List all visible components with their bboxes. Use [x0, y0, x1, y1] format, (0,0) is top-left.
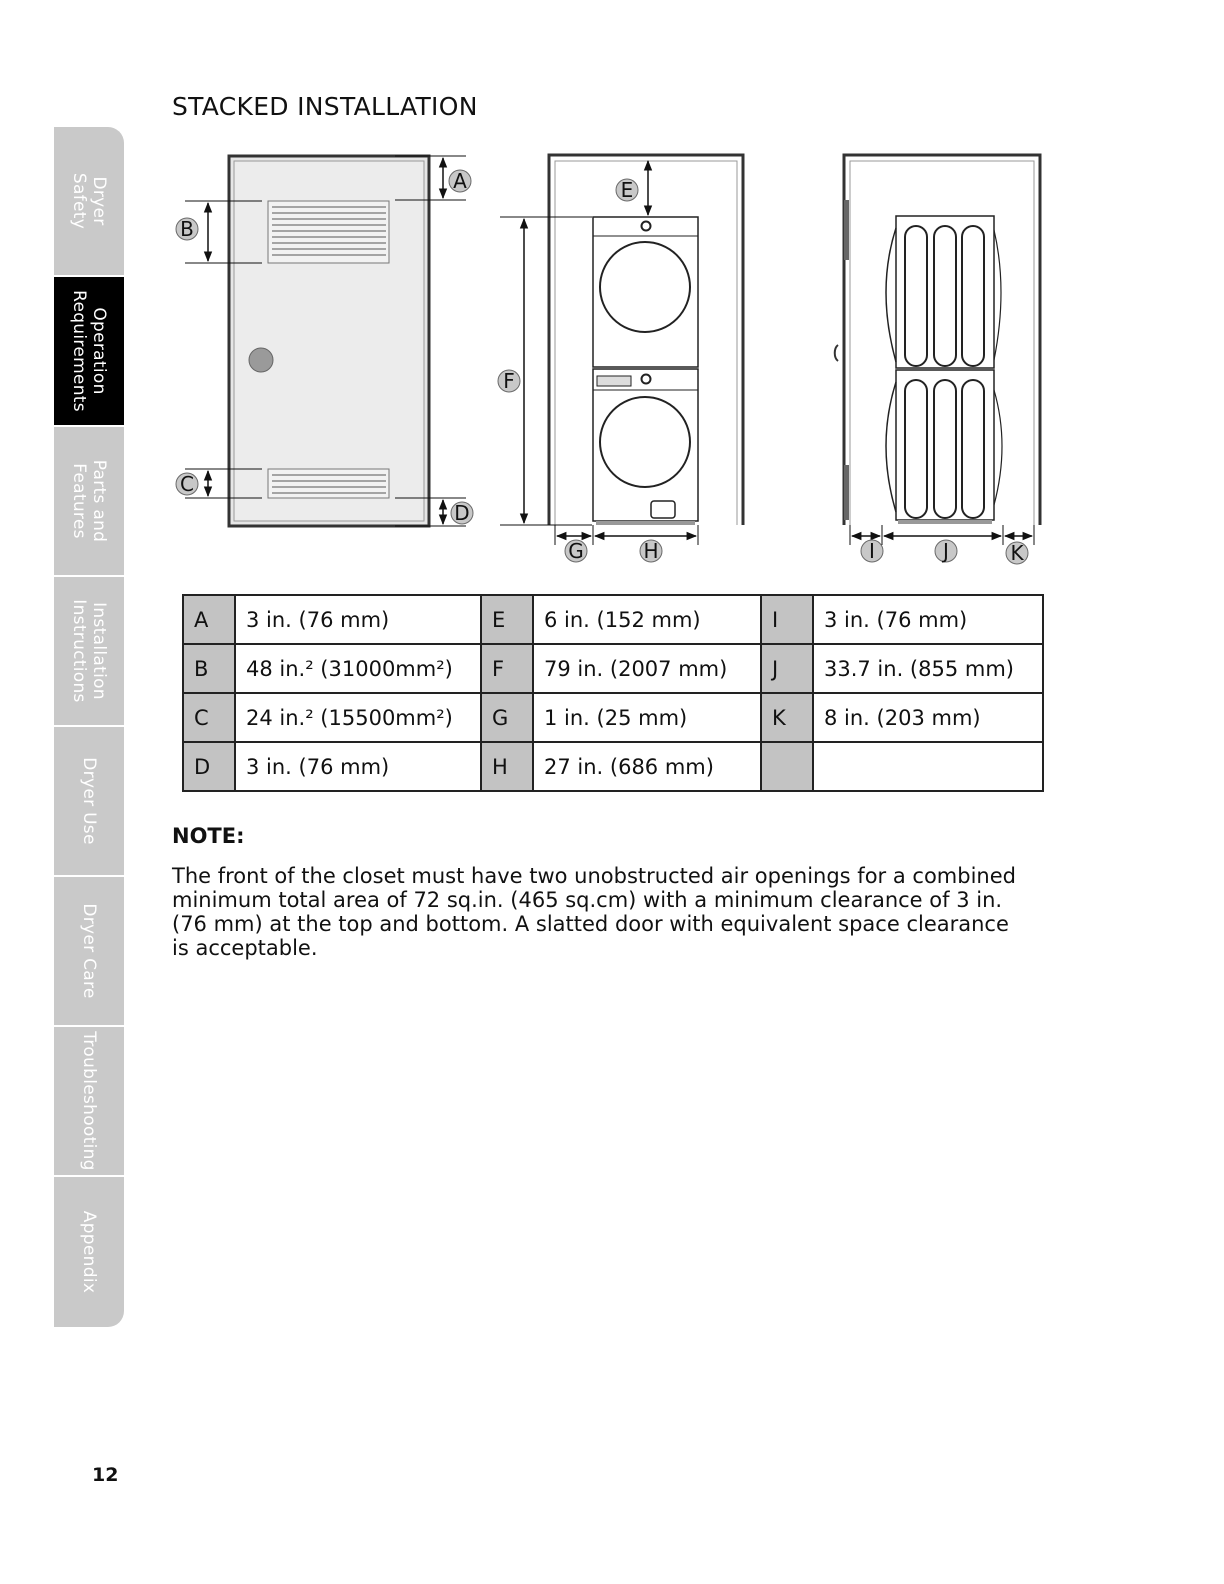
dimension-value: 3 in. (76 mm): [813, 595, 1043, 644]
callout-d: [451, 501, 473, 525]
svg-text:H: H: [643, 539, 659, 563]
table-row: [183, 693, 1043, 742]
tab-label: Operation Requirements: [69, 290, 109, 412]
callout-b: [176, 217, 198, 241]
dimension-key: K: [761, 693, 813, 742]
callout-i: [861, 539, 883, 563]
callout-g: [565, 539, 587, 563]
dimension-table: [182, 594, 1044, 792]
dimension-key: B: [183, 644, 235, 693]
callout-h: [640, 539, 662, 563]
callout-k: [1006, 541, 1028, 565]
dimension-key: C: [183, 693, 235, 742]
bottom-vent-louvers: [268, 469, 389, 498]
dimension-value: 1 in. (25 mm): [533, 693, 761, 742]
dimension-key: H: [481, 742, 533, 791]
closet-door-drawing: [185, 156, 466, 526]
tab-label: Appendix: [79, 1210, 99, 1294]
tab-appendix[interactable]: [54, 1177, 124, 1327]
svg-text:D: D: [454, 501, 470, 525]
tab-dryer-care[interactable]: [54, 877, 124, 1027]
stacked-front-view-drawing: [500, 155, 743, 545]
door-knob: [249, 348, 273, 372]
svg-text:J: J: [943, 539, 949, 563]
dimension-key: I: [761, 595, 813, 644]
page-number: 12: [92, 1464, 119, 1486]
svg-text:B: B: [180, 217, 194, 241]
dimension-value: 8 in. (203 mm): [813, 693, 1043, 742]
svg-text:K: K: [1010, 541, 1024, 565]
page-title: STACKED INSTALLATION: [172, 92, 478, 121]
tab-label: Installation Instructions: [69, 599, 109, 703]
tab-label: Troubleshooting: [79, 1031, 99, 1171]
dimension-value: 79 in. (2007 mm): [533, 644, 761, 693]
dimension-value: [813, 742, 1043, 791]
stacked-installation-diagram: [0, 0, 1224, 580]
table-row: [183, 742, 1043, 791]
callout-a: [449, 169, 471, 193]
dimension-value: 48 in.² (31000mm²): [235, 644, 481, 693]
dimension-key: G: [481, 693, 533, 742]
tab-installation-instructions[interactable]: [54, 577, 124, 727]
dimension-value: 3 in. (76 mm): [235, 595, 481, 644]
tab-dryer-use[interactable]: [54, 727, 124, 877]
svg-text:A: A: [453, 169, 467, 193]
top-vent-louvers: [268, 201, 389, 263]
dimension-key: D: [183, 742, 235, 791]
callout-e: [616, 178, 638, 202]
dimension-value: 33.7 in. (855 mm): [813, 644, 1043, 693]
dimension-value: 27 in. (686 mm): [533, 742, 761, 791]
dimension-key: A: [183, 595, 235, 644]
table-row: [183, 595, 1043, 644]
svg-text:C: C: [180, 472, 194, 496]
tab-label: Dryer Use: [79, 757, 99, 845]
tab-troubleshooting[interactable]: [54, 1027, 124, 1177]
svg-text:F: F: [503, 369, 515, 393]
dimension-key: J: [761, 644, 813, 693]
tab-label: Dryer Care: [79, 903, 99, 999]
svg-text:I: I: [869, 539, 875, 563]
dimension-key: E: [481, 595, 533, 644]
dimension-value: 6 in. (152 mm): [533, 595, 761, 644]
callout-c: [176, 472, 198, 496]
note-heading: NOTE:: [172, 824, 245, 848]
table-row: [183, 644, 1043, 693]
tab-label: Dryer Safety: [69, 172, 109, 230]
svg-text:G: G: [568, 539, 584, 563]
dimension-value: 24 in.² (15500mm²): [235, 693, 481, 742]
callout-f: [498, 369, 520, 393]
svg-text:E: E: [620, 178, 634, 202]
callout-j: [935, 539, 957, 563]
note-text: The front of the closet must have two unobstructed air openings for a combined minimum total area of 72 sq.in. (465 sq.cm) with a minimum clearance of 3 in. (76 mm) at the top and bottom. A slatted door with equivalent space clearance is acceptable.: [172, 864, 1016, 960]
dimension-key: [761, 742, 813, 791]
dimension-value: 3 in. (76 mm): [235, 742, 481, 791]
stacked-side-view-drawing: [835, 155, 1040, 545]
dimension-key: F: [481, 644, 533, 693]
tab-label: Parts and Features: [69, 459, 109, 543]
